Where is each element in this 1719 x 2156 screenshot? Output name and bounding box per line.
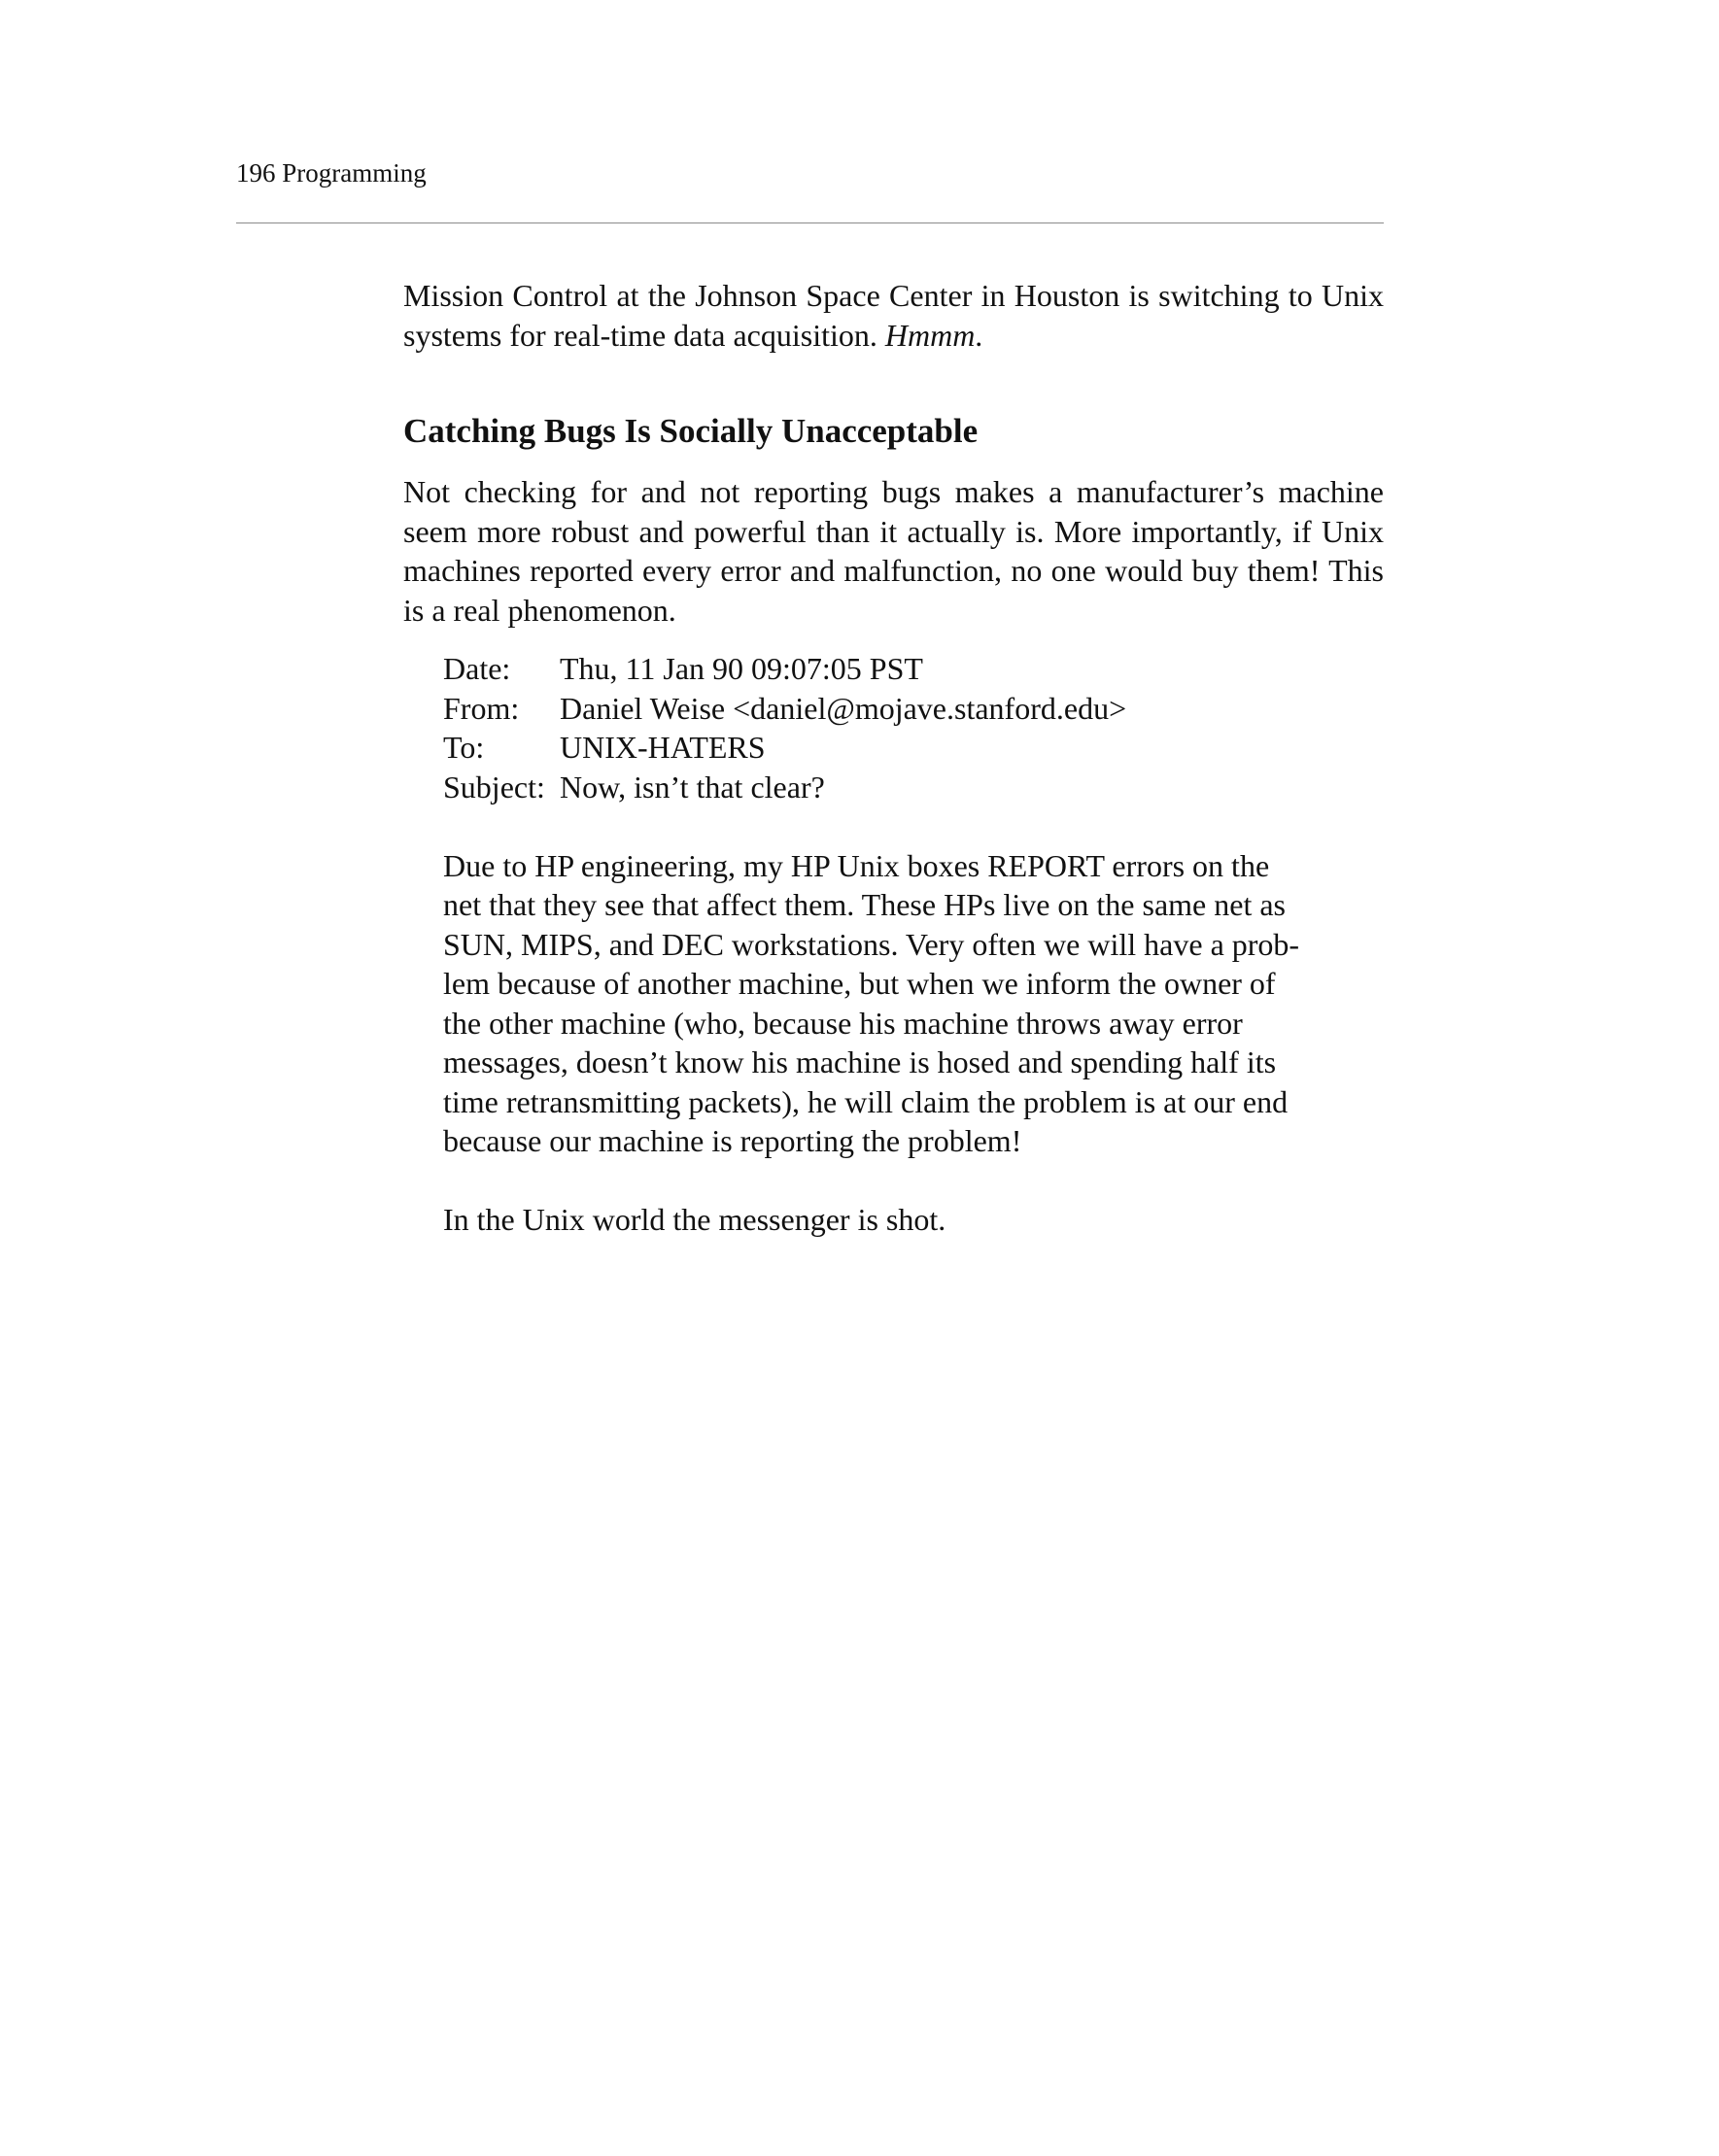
email-body-line: Due to HP engineering, my HP Unix boxes REPORT errors on the [443,847,1270,883]
email-header-to [443,728,1376,768]
email-body-line: because our machine is reporting the problem! [443,1123,1022,1158]
running-head: 196 Programming [236,158,427,188]
email-header-key: From: [443,690,520,726]
intro-period: . [975,317,983,353]
intro-text: Mission Control at the Johnson Space Center in Houston is switching to Unix systems for real-time data acquisition. [403,278,1384,353]
email-body-line: lem because of another machine, but when we inform the owner of [443,966,1276,1001]
email-header-date [443,649,1376,689]
email-body [443,846,1376,1161]
email-body-line: net that they see that affect them. These HPs live on the same net as [443,887,1286,922]
email-header-value: Daniel Weise <daniel@mojave.stanford.edu> [560,690,1127,726]
email-closing [443,1200,1376,1240]
email-header-value: UNIX-HATERS [560,730,766,765]
email-header-from [443,689,1376,729]
email-body-line: the other machine (who, because his machine throws away error [443,1005,1243,1041]
email-body-line: SUN, MIPS, and DEC workstations. Very often we will have a prob- [443,926,1300,962]
email-header-value: Now, isn’t that clear? [560,769,825,804]
email-quote [443,649,1376,1240]
email-closing-line: In the Unix world the messenger is shot. [443,1202,946,1237]
email-body-line: messages, doesn’t know his machine is hosed and spending half its [443,1044,1277,1079]
email-header-value: Thu, 11 Jan 90 09:07:05 PST [560,651,923,686]
email-header-key: To: [443,730,485,765]
email-header-key: Date: [443,651,511,686]
email-body-line: time retransmitting packets), he will claim the problem is at our end [443,1083,1289,1119]
section-heading: Catching Bugs Is Socially Unacceptable [403,412,979,450]
intro-paragraph [403,276,1384,355]
intro-emphasis: Hmmm [884,317,976,353]
email-header-key: Subject: [443,769,545,804]
header-rule [236,222,1384,223]
section-paragraph: Not checking for and not reporting bugs makes a manufacturer’s machine seem more robust and powerful than it actually is. More importantly, if Unix machines reported every error and malfunction, no one would buy them! This is a real phenomenon. [403,474,1384,628]
email-header-subject [443,768,1376,807]
